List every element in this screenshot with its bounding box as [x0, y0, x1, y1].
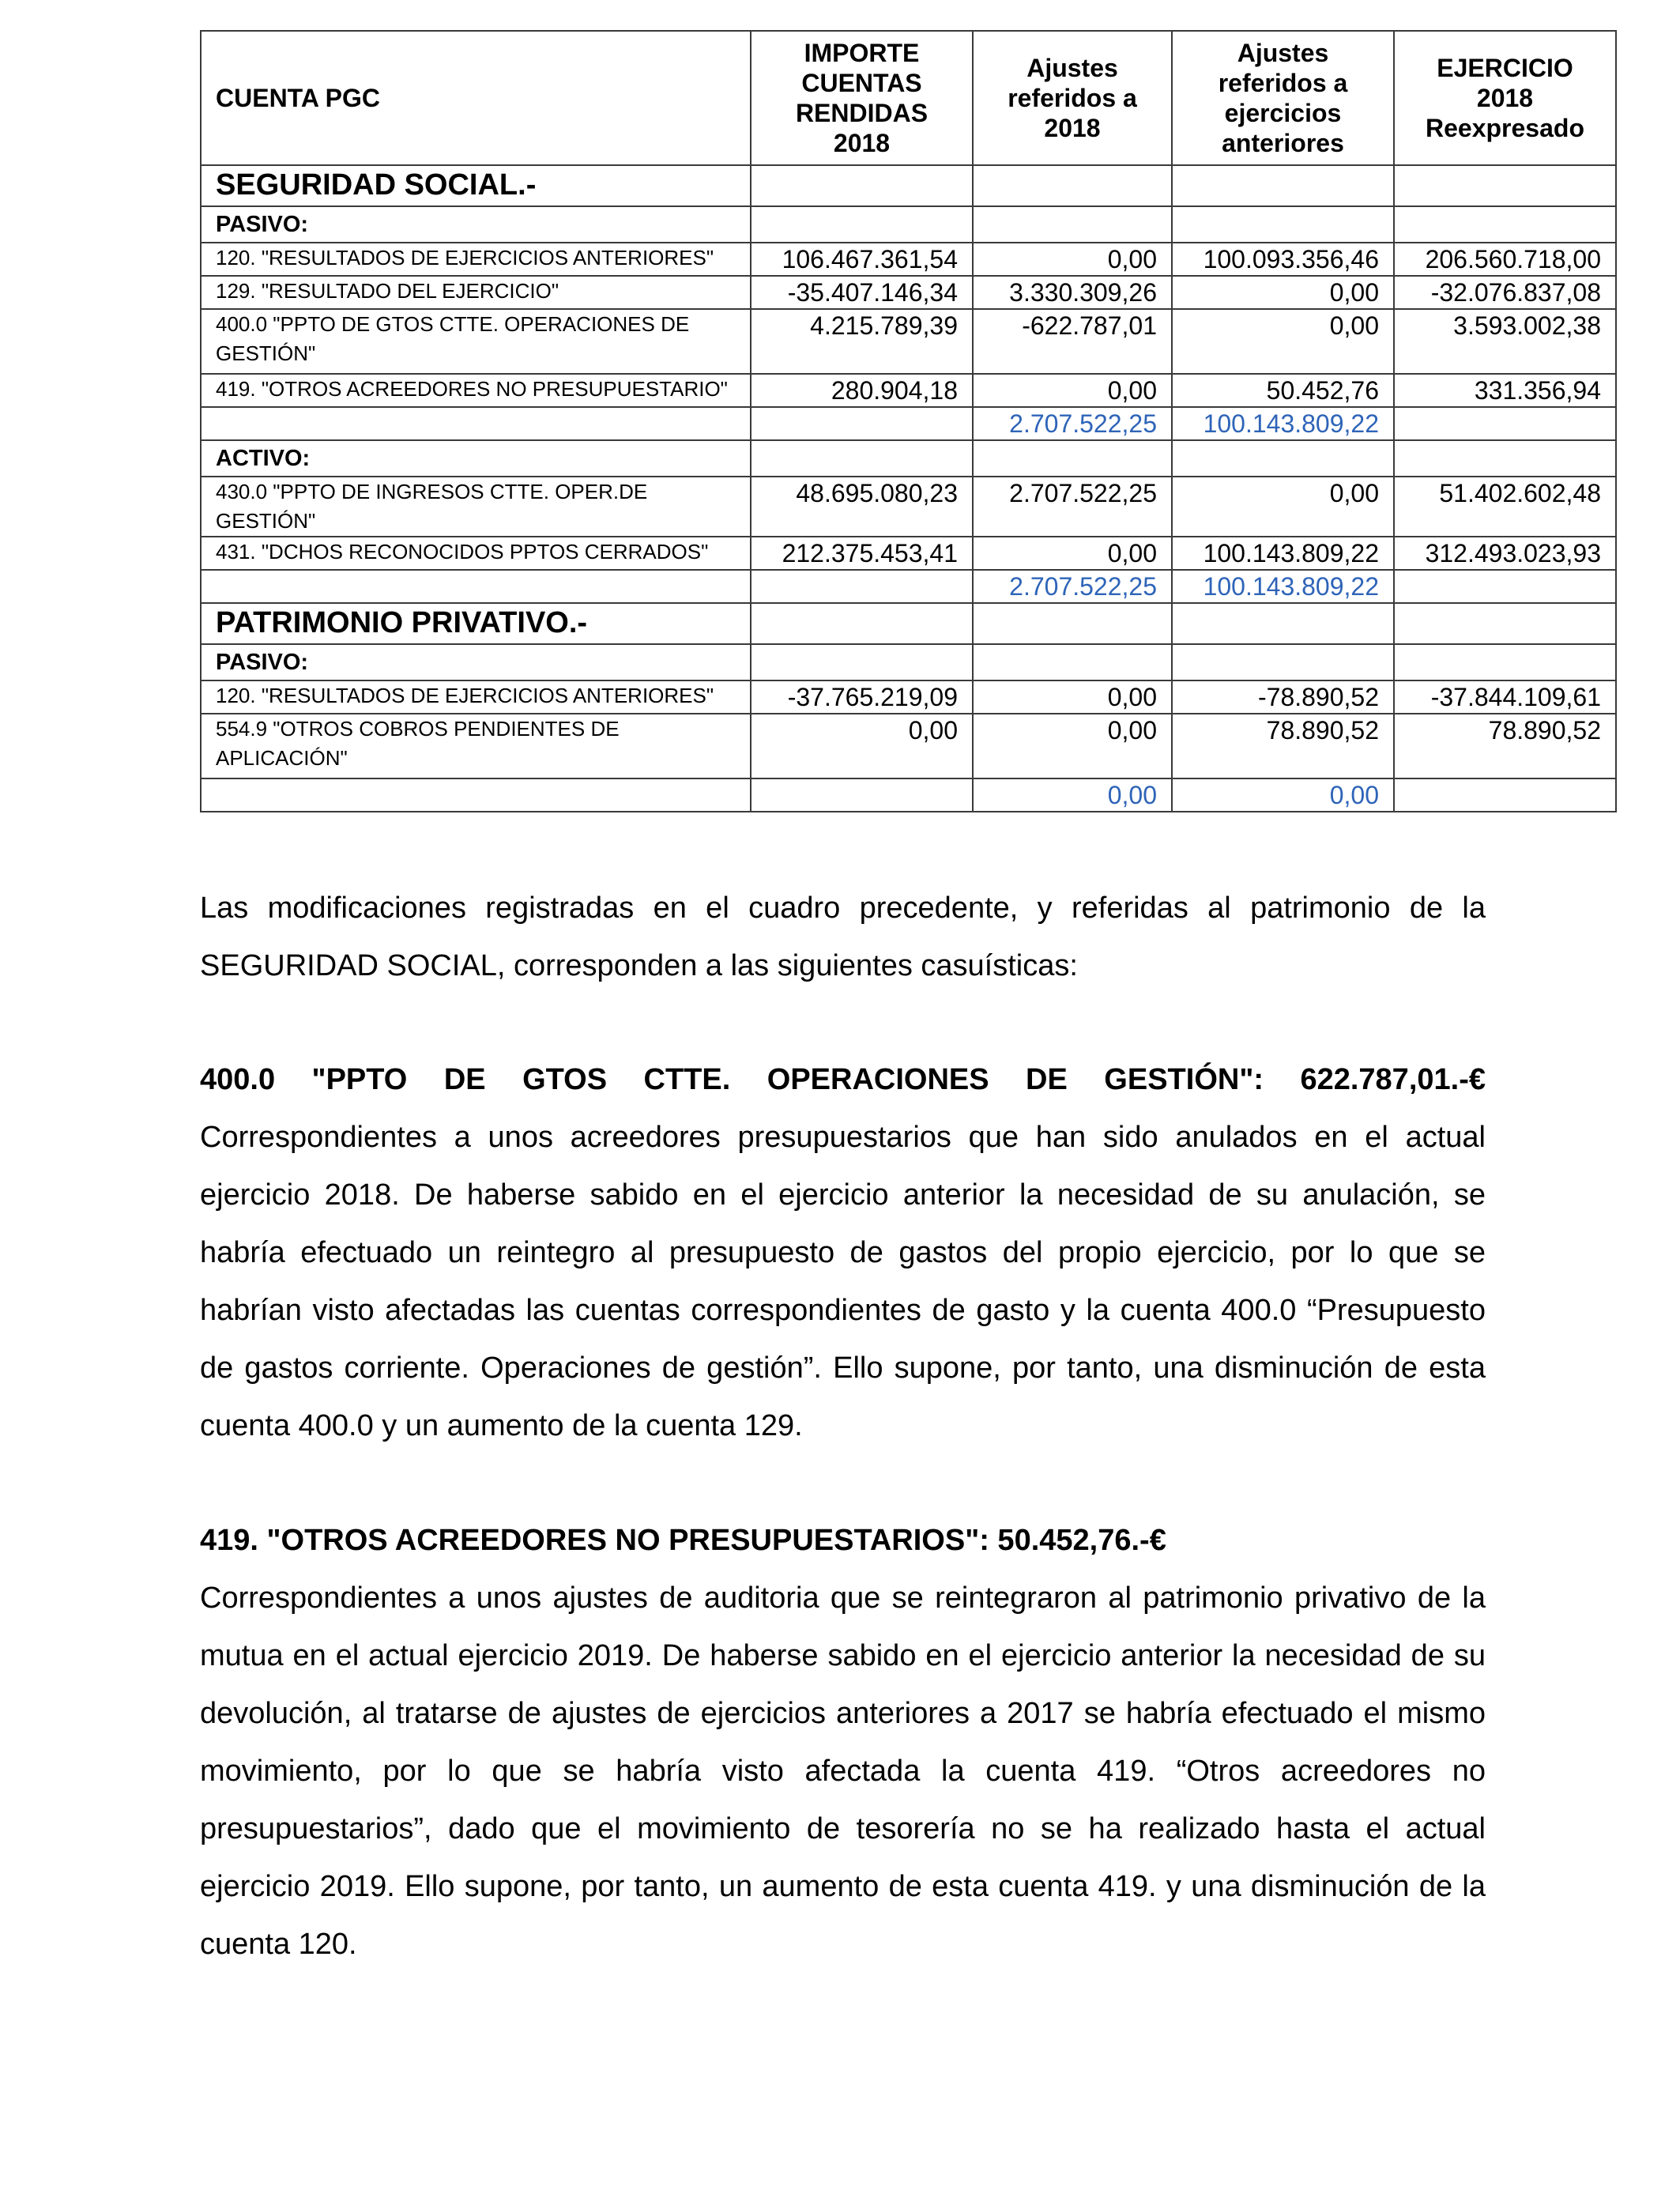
header-ejercicio-reexpresado: EJERCICIO 2018 Reexpresado — [1394, 31, 1616, 165]
subsection-pasivo: PASIVO: — [201, 644, 751, 680]
table-row: 400.0 "PPTO DE GTOS CTTE. OPERACIONES DE GESTIÓN" 4.215.789,39 -622.787,01 0,00 3.593.002,38 — [201, 309, 1616, 374]
section-title-patrimonio-privativo: PATRIMONIO PRIVATIVO.- — [201, 603, 751, 644]
subsection-row — [201, 644, 1616, 680]
table-row: 554.9 "OTROS COBROS PENDIENTES DE APLICACIÓN" 0,00 0,00 78.890,52 78.890,52 — [201, 714, 1616, 778]
section-row — [201, 603, 1616, 644]
subtotal-row: 0,00 0,00 — [201, 778, 1616, 812]
header-importe: IMPORTE CUENTAS RENDIDAS 2018 — [751, 31, 973, 165]
subtotal-row: 2.707.522,25 100.143.809,22 — [201, 570, 1616, 603]
subsection-pasivo: PASIVO: — [201, 206, 751, 243]
subsection-row — [201, 440, 1616, 477]
section-row — [201, 165, 1616, 206]
intro-paragraph: Las modificaciones registradas en el cuadro precedente, y referidas al patrimonio de la SEGURIDAD SOCIAL, corresponden a las siguientes casuísticas: — [200, 892, 1486, 982]
section-400-body: Correspondientes a unos acreedores presupuestarios que han sido anulados en el actual ejercicio 2018. De haberse sabido en el ejercicio anterior la necesidad de su anulación, se habría efectuado un reintegro al presupuesto de gastos del propio ejercicio, por lo que se habrían visto afectadas las cuentas correspondientes de gasto y la cuenta 400.0 “Presupuesto de gastos corriente. Operaciones de gestión”. Ello supone, por tanto, una disminución de esta cuenta 400.0 y un aumento de la cuenta 129. — [200, 1121, 1486, 1442]
section-title-seguridad-social: SEGURIDAD SOCIAL.- — [201, 165, 751, 206]
table-row: 120. "RESULTADOS DE EJERCICIOS ANTERIORES" 106.467.361,54 0,00 100.093.356,46 206.560.718,00 — [201, 243, 1616, 276]
section-419-body: Correspondientes a unos ajustes de auditoria que se reintegraron al patrimonio privativo de la mutua en el actual ejercicio 2019. De haberse sabido en el ejercicio anterior la necesidad de su devolución, al tratarse de ajustes de ejercicios anteriores a 2017 se habría efectuado el mismo movimiento, por lo que se habría visto afectada la cuenta 419. “Otros acreedores no presupuestarios”, dado que el movimiento de tesorería no se ha realizado hasta el actual ejercicio 2019. Ello supone, por tanto, un aumento de esta cuenta 419. y una disminución de la cuenta 120. — [200, 1581, 1486, 1961]
table-header-row — [201, 31, 1616, 165]
table-row: 430.0 "PPTO DE INGRESOS CTTE. OPER.DE GESTIÓN" 48.695.080,23 2.707.522,25 0,00 51.402.602,48 — [201, 477, 1616, 537]
section-400-heading: 400.0 "PPTO DE GTOS CTTE. OPERACIONES DE GESTIÓN": 622.787,01.-€ — [200, 1063, 1486, 1096]
section-419-heading: 419. "OTROS ACREEDORES NO PRESUPUESTARIOS": 50.452,76.-€ — [200, 1524, 1166, 1557]
subtotal-row: 2.707.522,25 100.143.809,22 — [201, 407, 1616, 440]
table-row: 431. "DCHOS RECONOCIDOS PPTOS CERRADOS" 212.375.453,41 0,00 100.143.809,22 312.493.023,93 — [201, 537, 1616, 570]
header-cuenta: CUENTA PGC — [201, 31, 751, 165]
header-ajustes-2018: Ajustes referidos a 2018 — [973, 31, 1172, 165]
subsection-row — [201, 206, 1616, 243]
section-419-explanation — [200, 1512, 1486, 1973]
table-row: 129. "RESULTADO DEL EJERCICIO" -35.407.146,34 3.330.309,26 0,00 -32.076.837,08 — [201, 276, 1616, 309]
table-row: 419. "OTROS ACREEDORES NO PRESUPUESTARIO" 280.904,18 0,00 50.452,76 331.356,94 — [201, 374, 1616, 407]
subsection-activo: ACTIVO: — [201, 440, 751, 477]
section-400-explanation — [200, 1051, 1486, 1455]
adjustments-table — [200, 30, 1617, 812]
header-ajustes-anteriores: Ajustes referidos a ejercicios anteriores — [1172, 31, 1394, 165]
table-row: 120. "RESULTADOS DE EJERCICIOS ANTERIORES" -37.765.219,09 0,00 -78.890,52 -37.844.109,61 — [201, 680, 1616, 714]
